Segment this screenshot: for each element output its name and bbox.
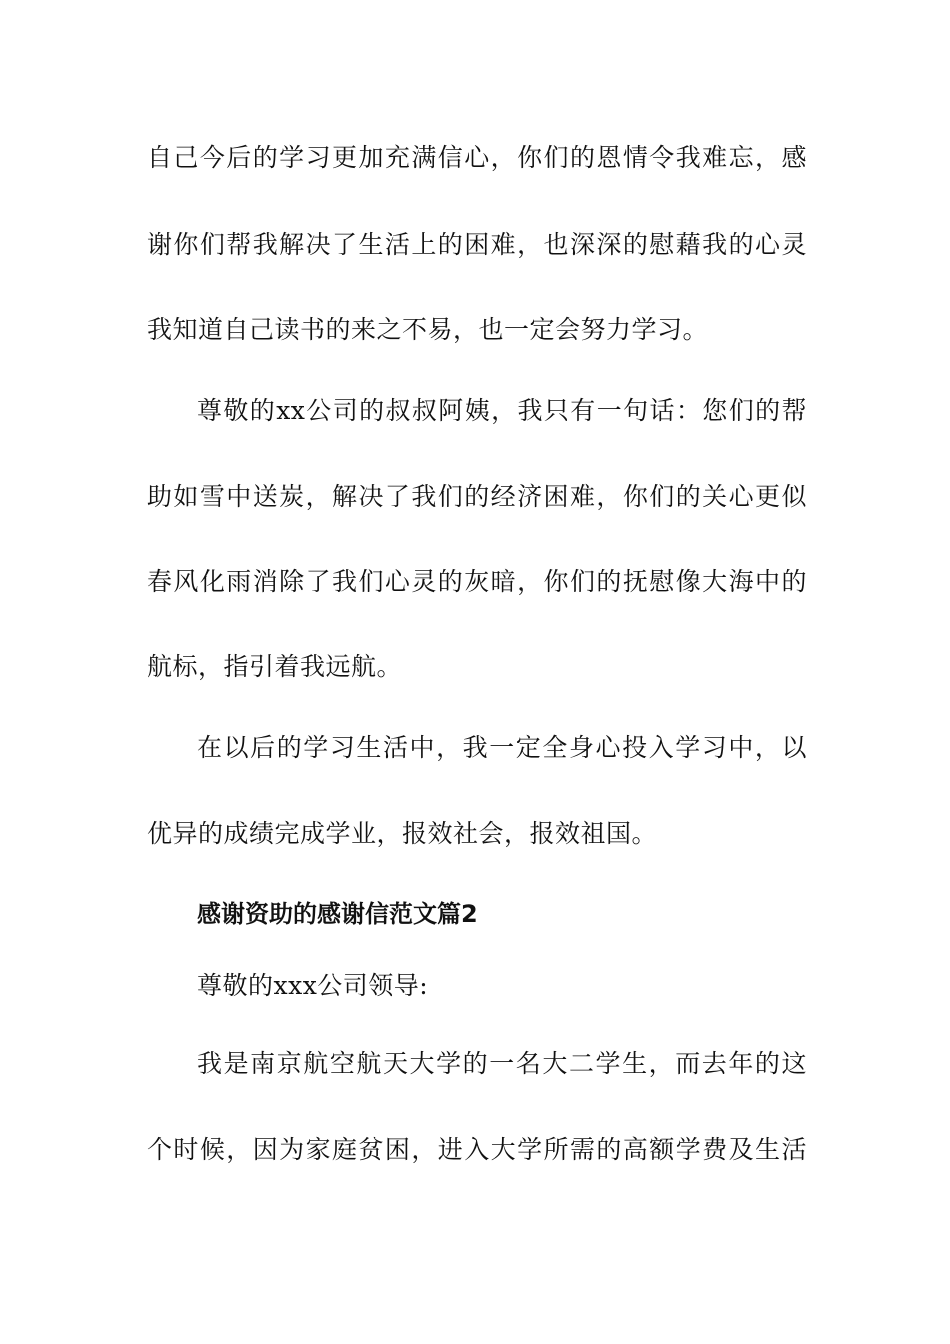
paragraph-line: 航标，指引着我远航。 — [147, 652, 403, 681]
section-heading: 感谢资助的感谢信范文篇2 — [197, 900, 478, 928]
paragraph-line: 谢你们帮我解决了生活上的困难，也深深的慰藉我的心灵 — [147, 230, 807, 259]
paragraph-line: 尊敬的xx公司的叔叔阿姨，我只有一句话：您们的帮 — [197, 396, 807, 425]
paragraph-line: 优异的成绩完成学业，报效社会，报效祖国。 — [147, 819, 658, 848]
salutation-line: 尊敬的xxx公司领导: — [197, 971, 429, 1000]
paragraph-line: 个时候，因为家庭贫困，进入大学所需的高额学费及生活 — [147, 1135, 807, 1164]
paragraph-line: 我是南京航空航天大学的一名大二学生，而去年的这 — [197, 1049, 807, 1078]
paragraph-line: 自己今后的学习更加充满信心，你们的恩情令我难忘，感 — [147, 143, 807, 172]
paragraph-line: 在以后的学习生活中，我一定全身心投入学习中，以 — [197, 733, 807, 762]
paragraph-line: 春风化雨消除了我们心灵的灰暗，你们的抚慰像大海中的 — [147, 567, 807, 596]
paragraph-line: 我知道自己读书的来之不易，也一定会努力学习。 — [147, 315, 709, 344]
paragraph-line: 助如雪中送炭，解决了我们的经济困难，你们的关心更似 — [147, 482, 807, 511]
